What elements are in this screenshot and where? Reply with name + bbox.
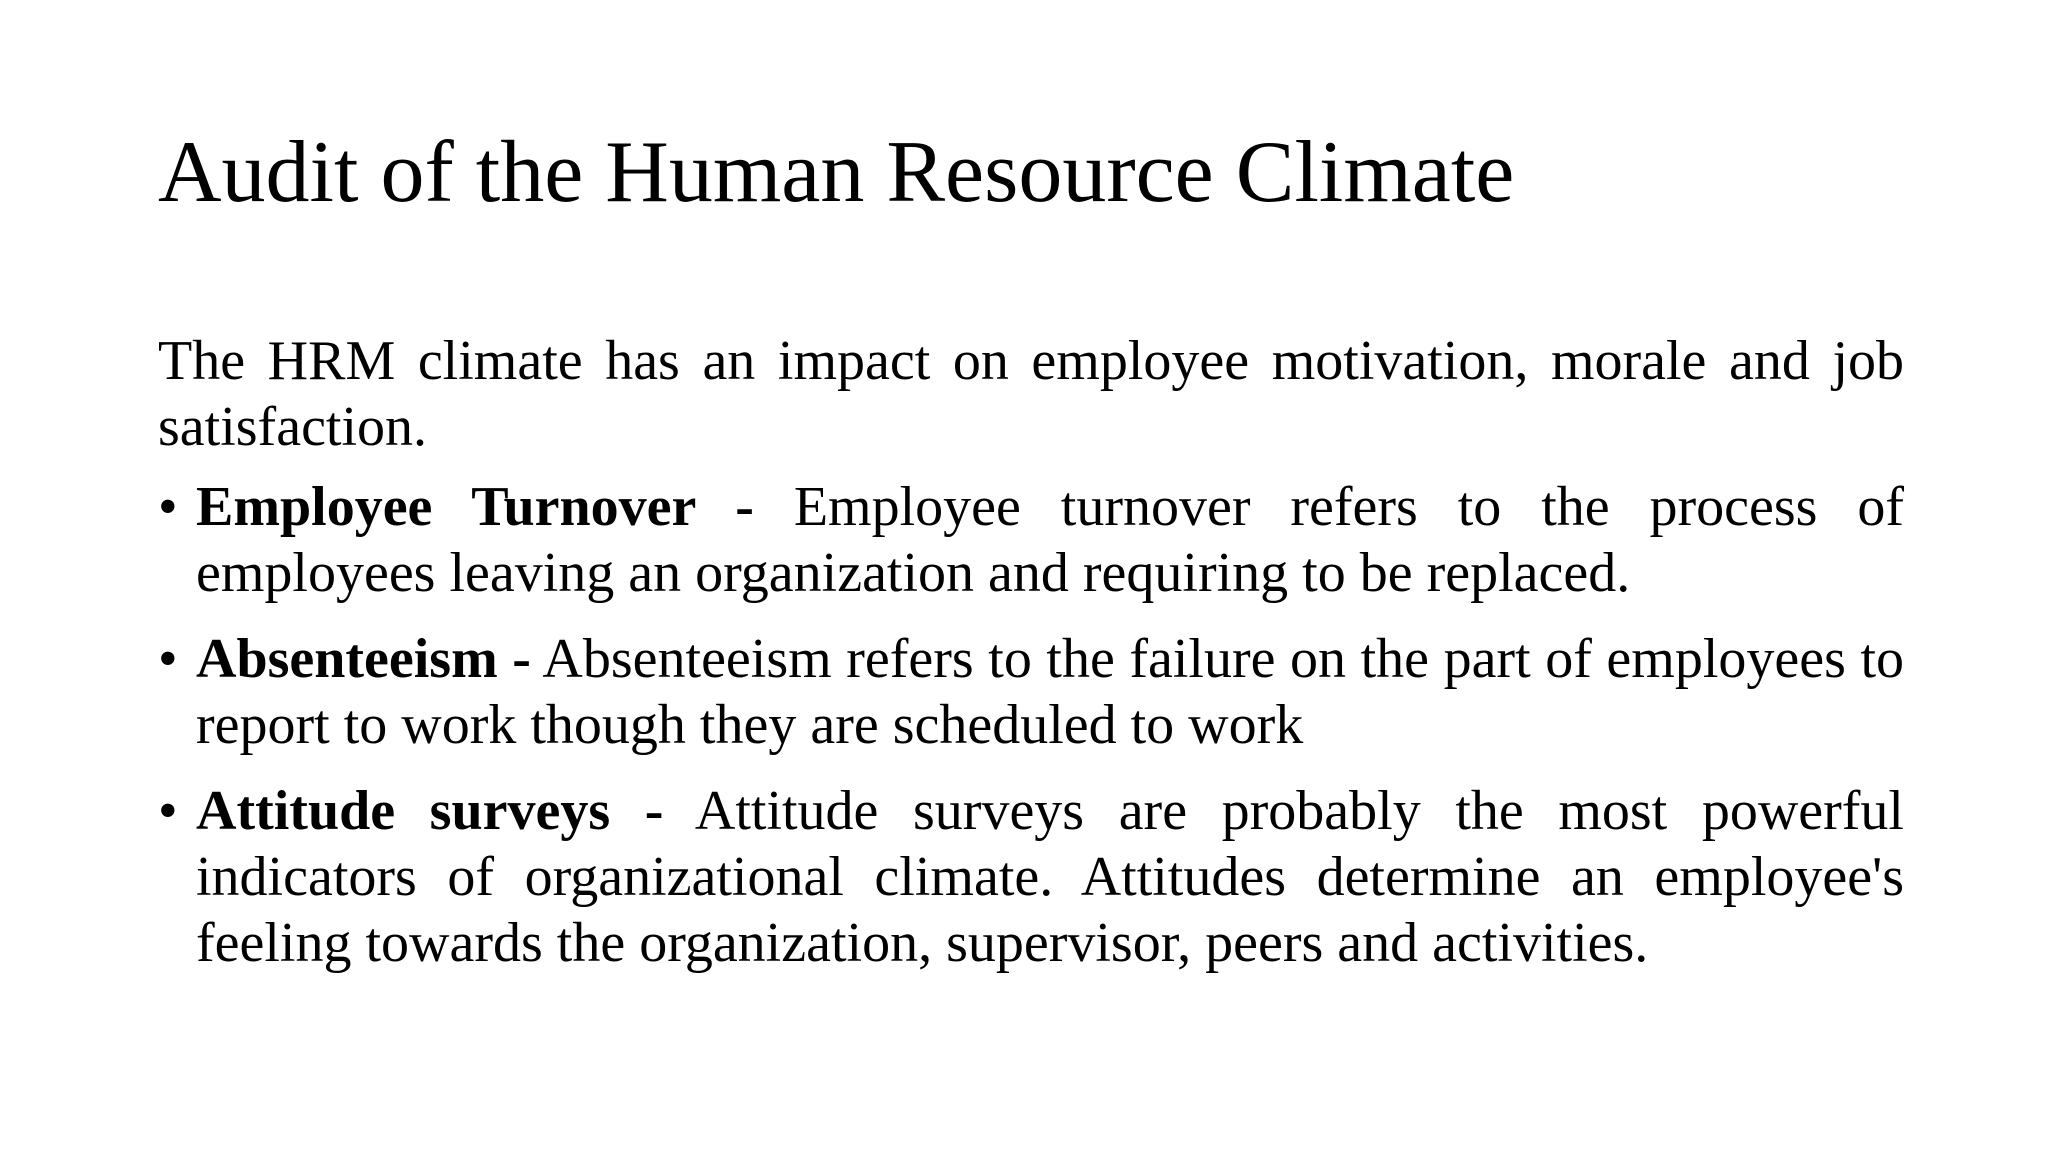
bullet-attitude-surveys <box>158 778 1904 976</box>
slide-title: Audit of the Human Resource Climate <box>158 124 1515 221</box>
bullet-text: Employee turnover refers to the process of employees leaving an organization and requiring to be replaced. <box>196 476 1905 604</box>
slide-body <box>158 328 1904 996</box>
bullet-absenteeism <box>158 626 1904 758</box>
bullet-dot-icon: • <box>158 476 178 538</box>
bullet-term: Attitude surveys - <box>196 780 664 842</box>
intro-paragraph: The HRM climate has an impact on employee motivation, morale and job satisfaction. <box>158 330 1904 458</box>
bullet-employee-turnover <box>158 474 1904 606</box>
bullet-dot-icon: • <box>158 628 178 690</box>
bullet-term: Employee Turnover - <box>196 476 754 538</box>
bullet-term: Absenteeism - <box>196 628 531 690</box>
bullet-list <box>158 474 1904 976</box>
bullet-dot-icon: • <box>158 780 178 842</box>
bullet-text: Absenteeism refers to the failure on the part of employees to report to work though they are scheduled to work <box>196 628 1904 756</box>
bullet-text: Attitude surveys are probably the most powerful indicators of organizational climate. Attitudes determine an employee's feeling towards the organization, supervisor, peers and activities. <box>196 780 1904 974</box>
